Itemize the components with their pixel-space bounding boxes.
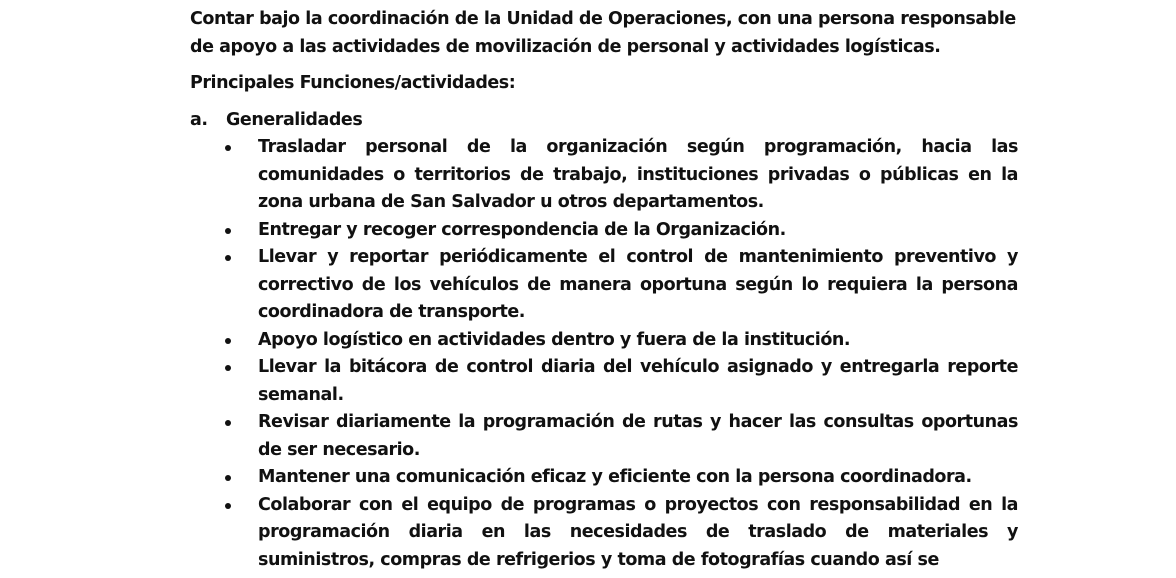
list-item-text: Trasladar personal de la organización según programación, hacia las comunidades o territorios de trabajo, instituciones privadas o públicas en la zona urbana de San Salvador u otros departamentos.: [258, 137, 1018, 212]
list-item: [258, 134, 1018, 217]
list-item-text: Apoyo logístico en actividades dentro y fuera de la institución.: [258, 329, 851, 350]
list-item: [258, 409, 1018, 464]
list-item: [258, 244, 1018, 327]
list-item-text: Mantener una comunicación eficaz y eficiente con la persona coordinadora.: [258, 467, 972, 487]
list-item-text: Entregar y recoger correspondencia de la Organización.: [258, 219, 786, 240]
list-item-text: Revisar diariamente la programación de rutas y hacer las consultas oportunas de ser necesario.: [258, 412, 1018, 460]
list-item-text: Llevar la bitácora de control diaria del vehículo asignado y entregarla reporte semanal.: [258, 357, 1018, 405]
bullet-icon: [225, 475, 231, 481]
document-page: [190, 6, 1018, 574]
section-generalidades: [190, 107, 1018, 575]
bullet-icon: [225, 503, 231, 509]
bullet-icon: [225, 420, 231, 426]
list-item: [258, 354, 1018, 409]
section-title-text: Generalidades: [226, 109, 363, 130]
bullet-list: [190, 134, 1018, 574]
intro-paragraph: Contar bajo la coordinación de la Unidad de Operaciones, con una persona responsable de apoyo a las actividades de movilización de personal y actividades logísticas.: [190, 9, 1016, 57]
bullet-icon: [225, 365, 231, 371]
bullet-icon: [225, 338, 231, 344]
list-item: [258, 327, 1018, 355]
bullet-icon: [225, 145, 231, 151]
bullet-icon: [225, 255, 231, 261]
list-item: [258, 217, 1018, 245]
bullet-icon: [225, 228, 231, 234]
list-item-text: Colaborar con el equipo de programas o proyectos con responsabilidad en la programación diaria en las necesidades de traslado de materiales y suministros, compras de refrigerios y toma de fotografías cuando así se: [258, 494, 1018, 570]
list-item: [258, 464, 1018, 492]
list-item-text: Llevar y reportar periódicamente el control de mantenimiento preventivo y correctivo de los vehículos de manera oportuna según lo requiera la persona coordinadora de transporte.: [258, 247, 1018, 322]
functions-subheading: Principales Funciones/actividades:: [190, 73, 516, 93]
section-title: [190, 107, 1018, 135]
section-letter: a.: [190, 109, 208, 130]
list-item: [258, 492, 1018, 575]
